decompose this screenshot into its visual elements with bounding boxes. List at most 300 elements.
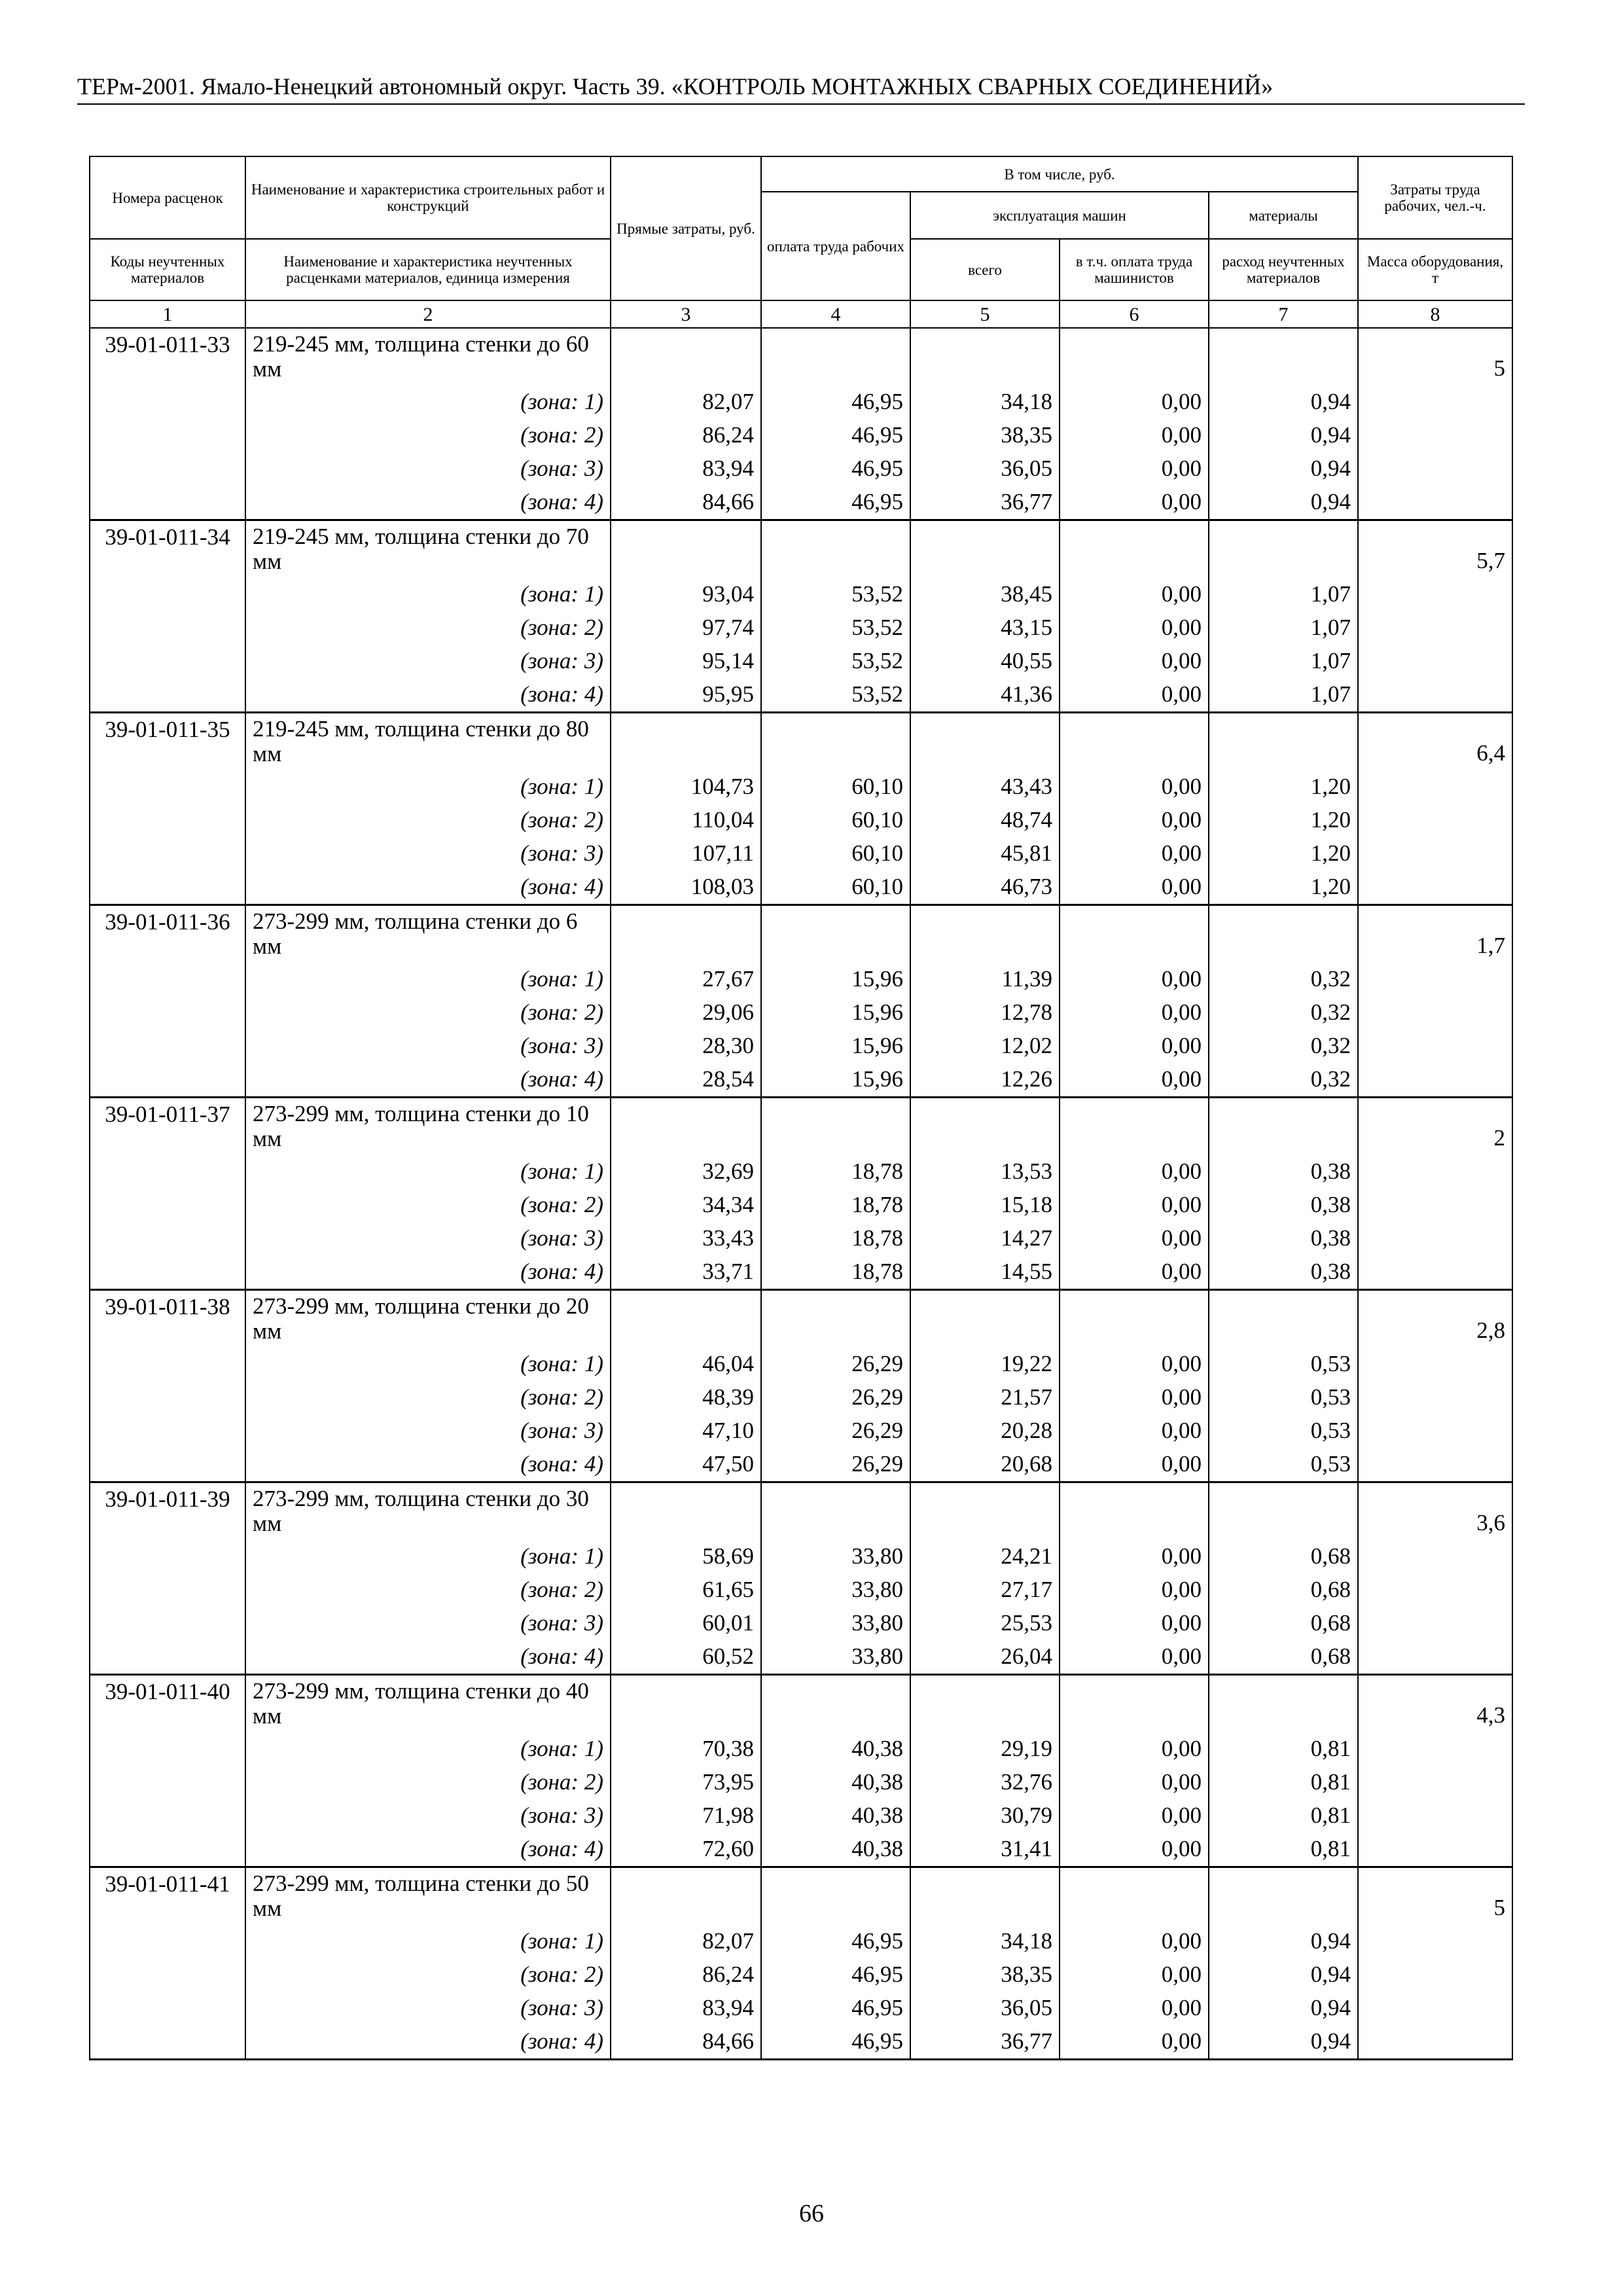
empty-cell	[90, 1063, 245, 1098]
direct-costs-value: 84,66	[611, 2025, 761, 2060]
zone-label: (зона: 2)	[245, 1766, 611, 1799]
zone-label: (зона: 1)	[245, 1540, 611, 1573]
empty-cell	[1358, 1766, 1512, 1799]
materials-value: 1,07	[1209, 678, 1358, 713]
rate-code: 39-01-011-33	[90, 328, 245, 386]
zone-label: (зона: 2)	[245, 996, 611, 1030]
direct-costs-value: 108,03	[611, 870, 761, 905]
empty-cell	[90, 678, 245, 713]
zone-label: (зона: 4)	[245, 1255, 611, 1290]
column-number: 1	[90, 300, 245, 328]
empty-cell	[1209, 905, 1358, 963]
machinist-pay-value: 0,00	[1060, 1255, 1209, 1290]
machines-total-value: 20,28	[910, 1414, 1060, 1448]
direct-costs-value: 29,06	[611, 996, 761, 1030]
zone-label: (зона: 1)	[245, 1732, 611, 1766]
machines-total-value: 19,22	[910, 1348, 1060, 1381]
direct-costs-value: 110,04	[611, 804, 761, 837]
rate-row	[90, 1098, 1512, 1156]
machinist-pay-value: 0,00	[1060, 1992, 1209, 2025]
direct-costs-value: 48,39	[611, 1381, 761, 1414]
materials-value: 0,38	[1209, 1255, 1358, 1290]
empty-cell	[761, 1675, 910, 1733]
direct-costs-value: 46,04	[611, 1348, 761, 1381]
labor-pay-value: 33,80	[761, 1573, 910, 1607]
machinist-pay-value: 0,00	[1060, 1607, 1209, 1640]
empty-cell	[1060, 1867, 1209, 1926]
zone-label: (зона: 1)	[245, 1348, 611, 1381]
empty-cell	[1358, 645, 1512, 678]
labor-costs-value: 1,7	[1358, 905, 1512, 963]
column-numbers-row	[90, 300, 1512, 328]
rate-description: 219-245 мм, толщина стенки до 80 мм	[245, 713, 611, 771]
empty-cell	[1358, 1992, 1512, 2025]
empty-cell	[1358, 452, 1512, 486]
header-material-codes: Коды неучтенных материалов	[90, 239, 245, 300]
column-number: 3	[611, 300, 761, 328]
zone-row	[90, 1732, 1512, 1766]
machines-total-value: 14,27	[910, 1222, 1060, 1255]
rate-description: 273-299 мм, толщина стенки до 10 мм	[245, 1098, 611, 1156]
rate-description: 219-245 мм, толщина стенки до 60 мм	[245, 328, 611, 386]
materials-value: 0,68	[1209, 1573, 1358, 1607]
empty-cell	[90, 1640, 245, 1675]
machinist-pay-value: 0,00	[1060, 870, 1209, 905]
empty-cell	[910, 328, 1060, 386]
header-direct-costs: Прямые затраты, руб.	[611, 156, 761, 300]
empty-cell	[761, 713, 910, 771]
empty-cell	[90, 1833, 245, 1867]
empty-cell	[1358, 870, 1512, 905]
machines-total-value: 27,17	[910, 1573, 1060, 1607]
machines-total-value: 13,53	[910, 1155, 1060, 1189]
empty-cell	[1060, 1482, 1209, 1541]
empty-cell	[761, 1867, 910, 1926]
rate-code: 39-01-011-41	[90, 1867, 245, 1926]
empty-cell	[90, 837, 245, 870]
materials-value: 1,07	[1209, 645, 1358, 678]
labor-costs-value: 4,3	[1358, 1675, 1512, 1733]
header-equipment-mass: Масса оборудования, т	[1358, 239, 1512, 300]
machines-total-value: 24,21	[910, 1540, 1060, 1573]
rate-code: 39-01-011-40	[90, 1675, 245, 1733]
zone-row	[90, 486, 1512, 520]
machines-total-value: 26,04	[910, 1640, 1060, 1675]
zone-row	[90, 1414, 1512, 1448]
empty-cell	[1358, 2025, 1512, 2060]
empty-cell	[1358, 1448, 1512, 1482]
zone-label: (зона: 3)	[245, 1992, 611, 2025]
direct-costs-value: 82,07	[611, 386, 761, 419]
machines-total-value: 36,05	[910, 1992, 1060, 2025]
labor-pay-value: 15,96	[761, 1063, 910, 1098]
direct-costs-value: 61,65	[611, 1573, 761, 1607]
empty-cell	[910, 905, 1060, 963]
empty-cell	[1358, 1958, 1512, 1992]
empty-cell	[1358, 1189, 1512, 1222]
materials-value: 0,53	[1209, 1381, 1358, 1414]
machinist-pay-value: 0,00	[1060, 419, 1209, 452]
materials-value: 1,20	[1209, 770, 1358, 804]
labor-costs-value: 2	[1358, 1098, 1512, 1156]
empty-cell	[1358, 1381, 1512, 1414]
empty-cell	[90, 645, 245, 678]
zone-label: (зона: 3)	[245, 452, 611, 486]
empty-cell	[1209, 1098, 1358, 1156]
machines-total-value: 40,55	[910, 645, 1060, 678]
empty-cell	[761, 520, 910, 579]
zone-label: (зона: 1)	[245, 1155, 611, 1189]
direct-costs-value: 70,38	[611, 1732, 761, 1766]
empty-cell	[1358, 1540, 1512, 1573]
labor-pay-value: 46,95	[761, 1958, 910, 1992]
labor-pay-value: 33,80	[761, 1640, 910, 1675]
rate-code: 39-01-011-34	[90, 520, 245, 579]
machines-total-value: 45,81	[910, 837, 1060, 870]
empty-cell	[1060, 713, 1209, 771]
empty-cell	[90, 1222, 245, 1255]
empty-cell	[90, 1573, 245, 1607]
empty-cell	[90, 1155, 245, 1189]
labor-pay-value: 40,38	[761, 1833, 910, 1867]
empty-cell	[1358, 804, 1512, 837]
zone-label: (зона: 2)	[245, 1189, 611, 1222]
empty-cell	[90, 1607, 245, 1640]
rate-code: 39-01-011-35	[90, 713, 245, 771]
empty-cell	[1060, 328, 1209, 386]
empty-cell	[1358, 1063, 1512, 1098]
machines-total-value: 30,79	[910, 1799, 1060, 1833]
machinist-pay-value: 0,00	[1060, 1925, 1209, 1958]
empty-cell	[90, 870, 245, 905]
direct-costs-value: 58,69	[611, 1540, 761, 1573]
direct-costs-value: 83,94	[611, 1992, 761, 2025]
empty-cell	[910, 1098, 1060, 1156]
empty-cell	[1060, 905, 1209, 963]
empty-cell	[90, 996, 245, 1030]
labor-pay-value: 15,96	[761, 1030, 910, 1063]
empty-cell	[1358, 963, 1512, 996]
header-materials: материалы	[1209, 192, 1358, 239]
zone-row	[90, 1348, 1512, 1381]
rate-description: 273-299 мм, толщина стенки до 6 мм	[245, 905, 611, 963]
machinist-pay-value: 0,00	[1060, 804, 1209, 837]
machines-total-value: 29,19	[910, 1732, 1060, 1766]
empty-cell	[90, 1414, 245, 1448]
zone-row	[90, 578, 1512, 611]
machinist-pay-value: 0,00	[1060, 578, 1209, 611]
table-header	[90, 156, 1512, 328]
machinist-pay-value: 0,00	[1060, 1732, 1209, 1766]
empty-cell	[611, 1675, 761, 1733]
labor-pay-value: 33,80	[761, 1607, 910, 1640]
empty-cell	[1358, 419, 1512, 452]
zone-row	[90, 996, 1512, 1030]
empty-cell	[1358, 1640, 1512, 1675]
running-header: ТЕРм-2001. Ямало-Ненецкий автономный округ. Часть 39. «КОНТРОЛЬ МОНТАЖНЫХ СВАРНЫХ СОЕДИНЕНИЙ»	[77, 72, 1525, 105]
direct-costs-value: 47,10	[611, 1414, 761, 1448]
machinist-pay-value: 0,00	[1060, 1222, 1209, 1255]
labor-costs-value: 5,7	[1358, 520, 1512, 579]
machinist-pay-value: 0,00	[1060, 645, 1209, 678]
labor-pay-value: 60,10	[761, 770, 910, 804]
materials-value: 0,32	[1209, 963, 1358, 996]
labor-pay-value: 46,95	[761, 486, 910, 520]
zone-row	[90, 1640, 1512, 1675]
rate-description: 273-299 мм, толщина стенки до 50 мм	[245, 1867, 611, 1926]
direct-costs-value: 86,24	[611, 419, 761, 452]
zone-row	[90, 2025, 1512, 2060]
empty-cell	[761, 1290, 910, 1348]
zone-row	[90, 963, 1512, 996]
empty-cell	[90, 770, 245, 804]
materials-value: 0,68	[1209, 1540, 1358, 1573]
labor-pay-value: 46,95	[761, 1925, 910, 1958]
materials-value: 0,94	[1209, 452, 1358, 486]
rate-row	[90, 1290, 1512, 1348]
rate-row	[90, 1867, 1512, 1926]
empty-cell	[611, 328, 761, 386]
zone-label: (зона: 1)	[245, 1925, 611, 1958]
empty-cell	[90, 963, 245, 996]
materials-value: 0,94	[1209, 419, 1358, 452]
empty-cell	[1060, 1675, 1209, 1733]
labor-pay-value: 26,29	[761, 1381, 910, 1414]
empty-cell	[1358, 386, 1512, 419]
header-material-name: Наименование и характеристика неучтенных расценками материалов, единица измерения	[245, 239, 611, 300]
zone-row	[90, 1607, 1512, 1640]
zone-label: (зона: 1)	[245, 386, 611, 419]
materials-value: 0,68	[1209, 1640, 1358, 1675]
empty-cell	[90, 1448, 245, 1482]
materials-value: 0,94	[1209, 386, 1358, 419]
header-rate-numbers: Номера расценок	[90, 156, 245, 239]
zone-row	[90, 1448, 1512, 1482]
empty-cell	[1358, 1732, 1512, 1766]
labor-costs-value: 2,8	[1358, 1290, 1512, 1348]
machines-total-value: 11,39	[910, 963, 1060, 996]
machines-total-value: 43,15	[910, 611, 1060, 645]
direct-costs-value: 28,54	[611, 1063, 761, 1098]
zone-label: (зона: 3)	[245, 1607, 611, 1640]
machinist-pay-value: 0,00	[1060, 1448, 1209, 1482]
machinist-pay-value: 0,00	[1060, 678, 1209, 713]
materials-value: 0,38	[1209, 1189, 1358, 1222]
empty-cell	[90, 419, 245, 452]
rate-row	[90, 905, 1512, 963]
empty-cell	[90, 1540, 245, 1573]
zone-row	[90, 1799, 1512, 1833]
empty-cell	[761, 1482, 910, 1541]
empty-cell	[910, 1290, 1060, 1348]
machinist-pay-value: 0,00	[1060, 2025, 1209, 2060]
machines-total-value: 31,41	[910, 1833, 1060, 1867]
zone-row	[90, 611, 1512, 645]
header-unaccounted-materials: расход неучтенных материалов	[1209, 239, 1358, 300]
direct-costs-value: 28,30	[611, 1030, 761, 1063]
labor-pay-value: 18,78	[761, 1189, 910, 1222]
empty-cell	[611, 1098, 761, 1156]
direct-costs-value: 97,74	[611, 611, 761, 645]
materials-value: 0,32	[1209, 1030, 1358, 1063]
materials-value: 0,38	[1209, 1155, 1358, 1189]
machinist-pay-value: 0,00	[1060, 452, 1209, 486]
direct-costs-value: 107,11	[611, 837, 761, 870]
machines-total-value: 36,77	[910, 2025, 1060, 2060]
direct-costs-value: 82,07	[611, 1925, 761, 1958]
zone-label: (зона: 4)	[245, 486, 611, 520]
zone-label: (зона: 2)	[245, 611, 611, 645]
labor-pay-value: 40,38	[761, 1732, 910, 1766]
rate-description: 273-299 мм, толщина стенки до 30 мм	[245, 1482, 611, 1541]
empty-cell	[1209, 1290, 1358, 1348]
zone-row	[90, 645, 1512, 678]
materials-value: 1,20	[1209, 837, 1358, 870]
empty-cell	[761, 1098, 910, 1156]
labor-pay-value: 40,38	[761, 1766, 910, 1799]
machinist-pay-value: 0,00	[1060, 486, 1209, 520]
direct-costs-value: 34,34	[611, 1189, 761, 1222]
empty-cell	[90, 804, 245, 837]
empty-cell	[90, 1030, 245, 1063]
labor-pay-value: 46,95	[761, 419, 910, 452]
zone-row	[90, 1222, 1512, 1255]
empty-cell	[1209, 520, 1358, 579]
zone-label: (зона: 3)	[245, 1799, 611, 1833]
machinist-pay-value: 0,00	[1060, 1799, 1209, 1833]
machinist-pay-value: 0,00	[1060, 1640, 1209, 1675]
empty-cell	[611, 905, 761, 963]
labor-pay-value: 46,95	[761, 386, 910, 419]
machinist-pay-value: 0,00	[1060, 611, 1209, 645]
zone-label: (зона: 4)	[245, 1833, 611, 1867]
labor-costs-value: 5	[1358, 1867, 1512, 1926]
direct-costs-value: 71,98	[611, 1799, 761, 1833]
empty-cell	[90, 1255, 245, 1290]
zone-label: (зона: 4)	[245, 1448, 611, 1482]
direct-costs-value: 95,95	[611, 678, 761, 713]
zone-label: (зона: 4)	[245, 1640, 611, 1675]
labor-pay-value: 60,10	[761, 870, 910, 905]
machinist-pay-value: 0,00	[1060, 963, 1209, 996]
labor-costs-value: 6,4	[1358, 713, 1512, 771]
machines-total-value: 38,35	[910, 419, 1060, 452]
empty-cell	[90, 1348, 245, 1381]
direct-costs-value: 32,69	[611, 1155, 761, 1189]
machinist-pay-value: 0,00	[1060, 1155, 1209, 1189]
machinist-pay-value: 0,00	[1060, 1063, 1209, 1098]
empty-cell	[1060, 1098, 1209, 1156]
zone-label: (зона: 3)	[245, 1414, 611, 1448]
empty-cell	[90, 1958, 245, 1992]
empty-cell	[1358, 678, 1512, 713]
zone-row	[90, 386, 1512, 419]
rate-row	[90, 520, 1512, 579]
materials-value: 1,20	[1209, 870, 1358, 905]
machinist-pay-value: 0,00	[1060, 1030, 1209, 1063]
direct-costs-value: 73,95	[611, 1766, 761, 1799]
direct-costs-value: 33,43	[611, 1222, 761, 1255]
empty-cell	[1358, 1155, 1512, 1189]
labor-pay-value: 53,52	[761, 678, 910, 713]
machines-total-value: 46,73	[910, 870, 1060, 905]
direct-costs-value: 93,04	[611, 578, 761, 611]
column-number: 2	[245, 300, 611, 328]
empty-cell	[1209, 713, 1358, 771]
zone-label: (зона: 1)	[245, 578, 611, 611]
empty-cell	[90, 1992, 245, 2025]
rate-description: 273-299 мм, толщина стенки до 40 мм	[245, 1675, 611, 1733]
labor-costs-value: 3,6	[1358, 1482, 1512, 1541]
direct-costs-value: 60,01	[611, 1607, 761, 1640]
labor-pay-value: 18,78	[761, 1255, 910, 1290]
machines-total-value: 12,26	[910, 1063, 1060, 1098]
zone-row	[90, 1958, 1512, 1992]
materials-value: 0,94	[1209, 1992, 1358, 2025]
empty-cell	[611, 1482, 761, 1541]
labor-pay-value: 15,96	[761, 996, 910, 1030]
labor-pay-value: 46,95	[761, 1992, 910, 2025]
empty-cell	[90, 1925, 245, 1958]
labor-pay-value: 33,80	[761, 1540, 910, 1573]
labor-pay-value: 46,95	[761, 452, 910, 486]
machines-total-value: 34,18	[910, 1925, 1060, 1958]
zone-row	[90, 770, 1512, 804]
machinist-pay-value: 0,00	[1060, 1540, 1209, 1573]
zone-row	[90, 452, 1512, 486]
zone-label: (зона: 4)	[245, 1063, 611, 1098]
materials-value: 0,53	[1209, 1414, 1358, 1448]
materials-value: 0,94	[1209, 1925, 1358, 1958]
machines-total-value: 14,55	[910, 1255, 1060, 1290]
machinist-pay-value: 0,00	[1060, 1348, 1209, 1381]
empty-cell	[90, 1189, 245, 1222]
machinist-pay-value: 0,00	[1060, 1958, 1209, 1992]
empty-cell	[90, 486, 245, 520]
machinist-pay-value: 0,00	[1060, 1833, 1209, 1867]
zone-label: (зона: 2)	[245, 1573, 611, 1607]
zone-row	[90, 1030, 1512, 1063]
empty-cell	[90, 611, 245, 645]
rate-code: 39-01-011-38	[90, 1290, 245, 1348]
direct-costs-value: 33,71	[611, 1255, 761, 1290]
labor-pay-value: 53,52	[761, 611, 910, 645]
empty-cell	[1358, 1799, 1512, 1833]
machinist-pay-value: 0,00	[1060, 1381, 1209, 1414]
zone-row	[90, 870, 1512, 905]
labor-pay-value: 40,38	[761, 1799, 910, 1833]
zone-label: (зона: 3)	[245, 645, 611, 678]
zone-row	[90, 1925, 1512, 1958]
materials-value: 0,32	[1209, 1063, 1358, 1098]
materials-value: 1,07	[1209, 578, 1358, 611]
machines-total-value: 48,74	[910, 804, 1060, 837]
header-machine-operation: эксплуатация машин	[910, 192, 1209, 239]
zone-row	[90, 1833, 1512, 1867]
zone-row	[90, 1063, 1512, 1098]
direct-costs-value: 27,67	[611, 963, 761, 996]
empty-cell	[1358, 611, 1512, 645]
labor-pay-value: 53,52	[761, 645, 910, 678]
empty-cell	[611, 713, 761, 771]
rate-row	[90, 1482, 1512, 1541]
labor-pay-value: 60,10	[761, 804, 910, 837]
labor-pay-value: 26,29	[761, 1448, 910, 1482]
empty-cell	[1358, 578, 1512, 611]
materials-value: 0,94	[1209, 486, 1358, 520]
direct-costs-value: 86,24	[611, 1958, 761, 1992]
column-number: 4	[761, 300, 910, 328]
